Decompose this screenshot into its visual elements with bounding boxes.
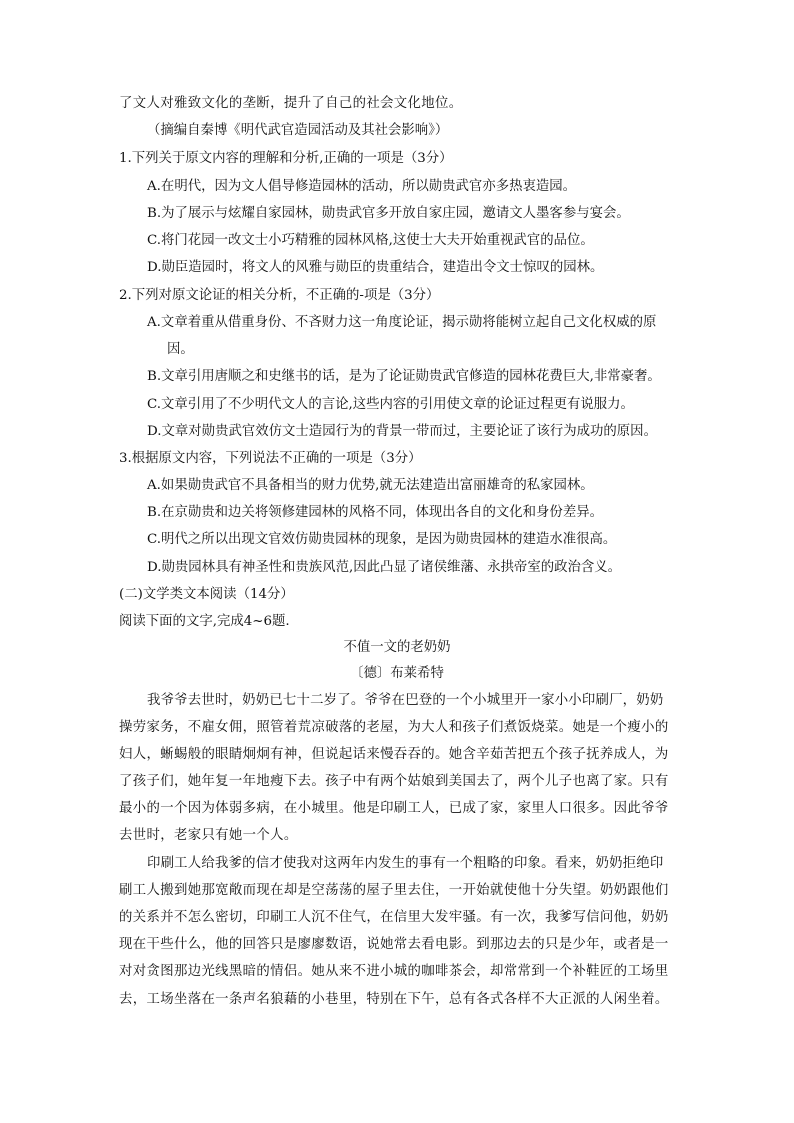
question-2-option-a-continued: 因。 — [167, 342, 194, 357]
paragraph-1-line: 操劳家务，不雇女佣，照管着荒凉破落的老屋，为大人和孩子们煮饭烧菜。她是一个瘦小的 — [119, 720, 669, 735]
question-3-option-d: D.勋贵园林具有神圣性和贵族风范,因此凸显了诸侯维藩、永拱帝室的政治含义。 — [147, 560, 622, 575]
paragraph-2-line: 去，工场坐落在一条声名狼藉的小巷里，特别在下午，总有各式各样不大正派的人闲坐着。 — [119, 992, 669, 1007]
section-heading: (二)文学类文本阅读（14分） — [119, 587, 294, 602]
paragraph-2-line: 对对贪图那边光线黑暗的情侣。她从来不进小城的咖啡茶会，却常常到一个补鞋匠的工场里 — [119, 964, 669, 979]
paragraph-2-line: 刷工人搬到她那宽敞而现在却是空荡荡的屋子里去住，一开始就使他十分失望。奶奶跟他们 — [119, 883, 669, 898]
source-citation: （摘编自秦博《明代武官造园活动及其社会影响》） — [147, 123, 449, 138]
question-2-option-d: D.文章对勋贵武官效仿文士造园行为的背景一带而过，主要论证了该行为成功的原因。 — [147, 424, 657, 439]
question-3-option-c: C.明代之所以出现文官效仿勋贵园林的现象，是因为勋贵园林的建造水准很高。 — [147, 532, 617, 547]
question-2-option-b: B.文章引用唐顺之和史继书的话，是为了论证勋贵武官修造的园林花费巨大,非常豪奢。 — [147, 369, 661, 384]
question-2-option-c: C.文章引用了不少明代文人的言论,这些内容的引用使文章的论证过程更有说服力。 — [147, 397, 634, 412]
question-2-stem: 2.下列对原文论证的相关分析，不正确的-项是（3分） — [119, 288, 440, 303]
question-2-option-a: A.文章着重从借重身份、不吝财力这一角度论证，揭示勋将能树立起自己文化权威的原 — [147, 315, 657, 330]
paragraph-1-line: 了孩子们，她年复一年地瘦下去。孩子中有两个姑娘到美国去了，两个儿子也离了家。只有 — [119, 774, 669, 789]
question-1-option-b: B.为了展示与炫耀自家园林，勋贵武官多开放自家庄园，邀请文人墨客参与宴会。 — [147, 206, 630, 221]
question-1-option-c: C.将门花园一改文士小巧精雅的园林风格,这使士大夫开始重视武官的品位。 — [147, 233, 594, 248]
question-3-option-b: B.在京勋贵和边关将领修建园林的风格不同，体现出各自的文化和身份差异。 — [147, 505, 603, 520]
reading-instruction: 阅读下面的文字,完成4~6题. — [119, 614, 290, 629]
question-3-option-a: A.如果勋贵武官不具备相当的财力优势,就无法建造出富丽雄奇的私家园林。 — [147, 478, 594, 493]
intro-tail: 了文人对雅致文化的垄断，提升了自己的社会文化地位。 — [119, 96, 463, 111]
paragraph-2-line: 的关系并不怎么密切，印刷工人沉不住气，在信里大发牢骚。有一次，我爹写信问他，奶奶 — [119, 910, 669, 925]
paragraph-1-line: 最小的一个因为体弱多病，在小城里。他是印刷工人，已成了家，家里人口很多。因此爷爷 — [119, 801, 669, 816]
story-author: 〔德〕布莱希特 — [350, 666, 444, 681]
question-3-stem: 3.根据原文内容，下列说法不正确的一项是（3分） — [119, 451, 422, 466]
paragraph-1-line: 妇人，蜥蜴般的眼睛炯炯有神，但说起话来慢吞吞的。她含辛茹苦把五个孩子抚养成人，为 — [119, 747, 669, 762]
question-1-option-d: D.勋臣造园时，将文人的风雅与勋臣的贵重结合，建造出令文士惊叹的园林。 — [147, 260, 604, 275]
question-1-stem: 1.下列关于原文内容的理解和分析,正确的一项是（3分） — [119, 151, 453, 166]
question-1-option-a: A.在明代，因为文人倡导修造园林的活动，所以勋贵武官亦多热衷造园。 — [147, 179, 577, 194]
paragraph-2-line: 现在干些什么，他的回答只是廖廖数语，说她常去看电影。到那边去的只是少年，或者是一 — [119, 937, 669, 952]
story-title: 不值一文的老奶奶 — [343, 640, 451, 655]
paragraph-1-line: 去世时，老家只有她一个人。 — [119, 828, 298, 843]
paragraph-1-line: 我爷爷去世时，奶奶已七十二岁了。爷爷在巴登的一个小城里开一家小小印刷厂，奶奶 — [147, 693, 664, 708]
paragraph-2-line: 印刷工人给我爹的信才使我对这两年内发生的事有一个粗略的印象。看来，奶奶拒绝印 — [147, 856, 664, 871]
